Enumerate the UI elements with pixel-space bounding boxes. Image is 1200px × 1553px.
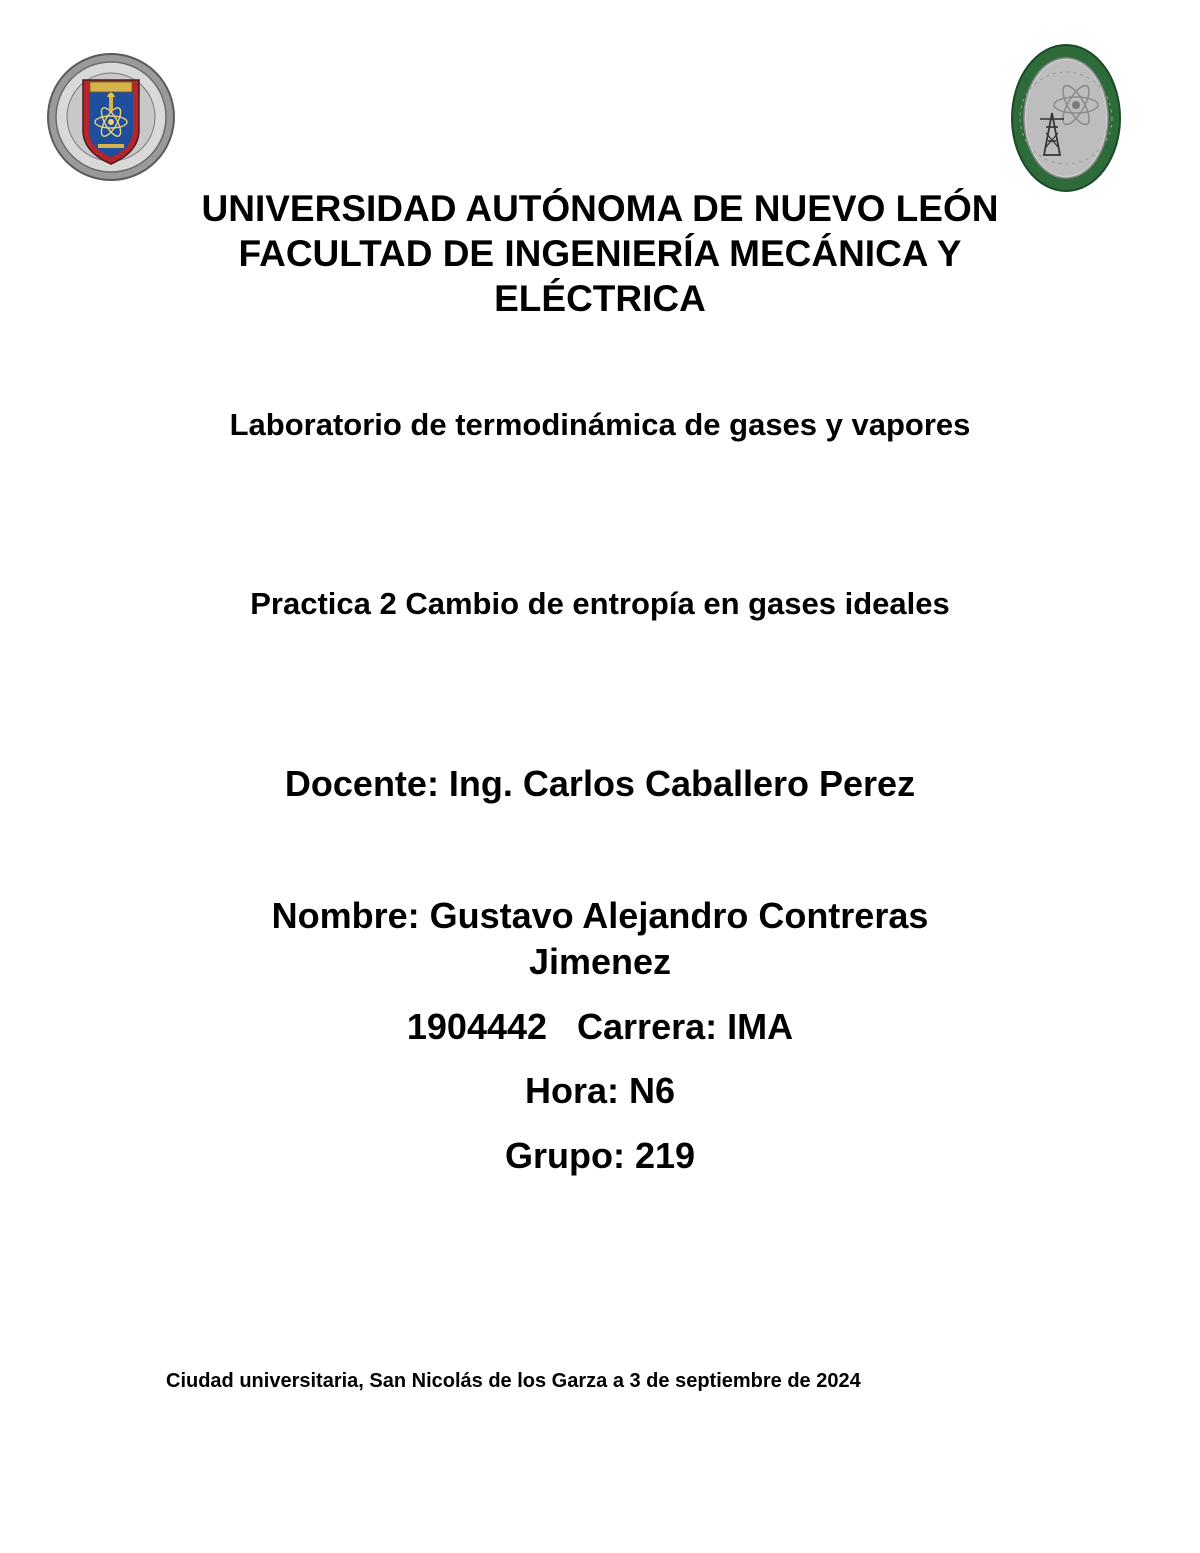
course-name: Laboratorio de termodinámica de gases y vapores (229, 407, 971, 442)
university-title-line-2: FACULTAD DE INGENIERÍA MECÁNICA Y (238, 233, 962, 274)
fime-seal-logo (1010, 43, 1122, 193)
student-name-line-2: Jimenez (528, 941, 672, 982)
fime-seal-icon (1010, 43, 1122, 193)
university-title (0, 186, 1200, 321)
student-name-line-1: Nombre: Gustavo Alejandro Contreras (271, 895, 929, 936)
university-title-line-1: UNIVERSIDAD AUTÓNOMA DE NUEVO LEÓN (201, 188, 999, 229)
student-id-and-career: 1904442 Carrera: IMA (406, 1006, 794, 1047)
student-name (0, 893, 1200, 985)
university-title-line-3: ELÉCTRICA (494, 278, 706, 319)
uanl-seal-icon (46, 52, 176, 182)
class-group: Grupo: 219 (504, 1135, 696, 1176)
uanl-seal-logo (46, 52, 176, 182)
teacher-name: Docente: Ing. Carlos Caballero Perez (284, 763, 916, 804)
place-and-date: Ciudad universitaria, San Nicolás de los Garza a 3 de septiembre de 2024 (166, 1370, 861, 1392)
class-hour: Hora: N6 (524, 1070, 676, 1111)
practice-title: Practica 2 Cambio de entropía en gases ideales (250, 586, 950, 621)
